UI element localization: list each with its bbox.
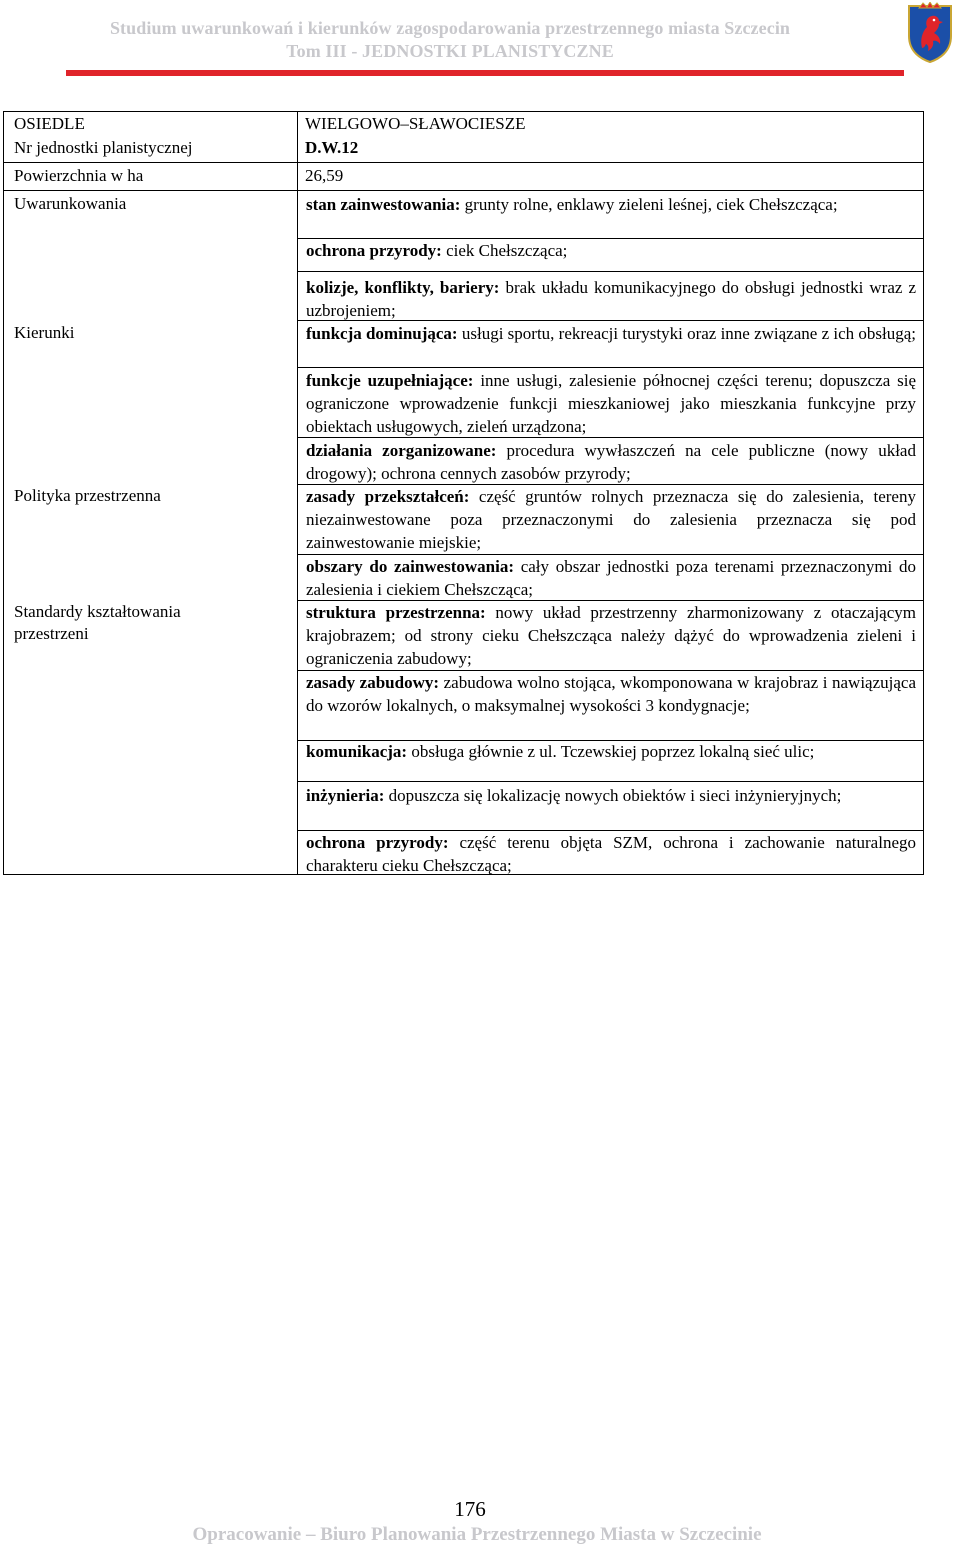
- osiedle-label: OSIEDLE: [14, 114, 85, 133]
- unit-table: [3, 111, 924, 875]
- entry-text: funkcja dominująca: usługi sportu, rekreacji turystyki oraz inne związane z ich obsługą;: [306, 324, 916, 343]
- entry-text: obszary do zainwestowania: cały obszar jednostki poza terenami przeznaczonymi do zalesienia i ciekiem Chełszcząca;: [306, 557, 916, 599]
- entry-text: działania zorganizowane: procedura wywłaszczeń na cele publiczne (nowy układ drogowy); ochrona cennych zasobów przyrody;: [306, 441, 916, 483]
- area-label: Powierzchnia w ha: [14, 166, 144, 185]
- header-rule: [66, 70, 904, 76]
- entry-text: kolizje, konflikty, bariery: brak układu komunikacyjnego do obsługi jednostki wraz z uzbrojeniem;: [306, 278, 917, 320]
- page-footer: Opracowanie – Biuro Planowania Przestrzennego Miasta w Szczecinie: [192, 1524, 762, 1545]
- standardy-label: Standardy kształtowania przestrzeni: [14, 602, 181, 643]
- header-subtitle: Tom III - JEDNOSTKI PLANISTYCZNE: [286, 41, 614, 61]
- entry-text: zasady zabudowy: zabudowa wolno stojąca, wkomponowana w krajobraz i nawiązująca do wzorów lokalnych, o maksymalnej wysokości 3 kondygnacje;: [306, 673, 917, 715]
- entry-text: zasady przekształceń: część gruntów rolnych przeznacza się do zalesienia, tereny niezainwestowane poza przeznaczonymi do zalesienia przeznacza się pod zainwestowanie miejskie;: [306, 487, 916, 552]
- uwarunkowania-label: Uwarunkowania: [14, 194, 127, 213]
- entry-text: ochrona przyrody: część terenu objęta SZM, ochrona i zachowanie naturalnego charakteru cieku Chełszcząca;: [306, 833, 916, 875]
- row-divider: [4, 162, 923, 163]
- osiedle-value: WIELGOWO–SŁAWOCIESZE: [305, 114, 526, 133]
- kierunki-label: Kierunki: [14, 323, 75, 342]
- header-title: Studium uwarunkowań i kierunków zagospodarowania przestrzennego miasta Szczecin: [109, 18, 791, 38]
- nr-value: D.W.12: [305, 138, 359, 157]
- entry-text: ochrona przyrody: ciek Chełszcząca;: [306, 241, 568, 260]
- entry-text: komunikacja: obsługa głównie z ul. Tczewskiej poprzez lokalną sieć ulic;: [306, 742, 815, 761]
- entry-text: stan zainwestowania: grunty rolne, enklawy zieleni leśnej, ciek Chełszcząca;: [306, 195, 838, 214]
- nr-label: Nr jednostki planistycznej: [14, 138, 193, 157]
- polityka-label: Polityka przestrzenna: [14, 486, 161, 505]
- area-value: 26,59: [305, 166, 344, 185]
- griffin-crest-icon: [905, 2, 955, 64]
- page-header: [0, 0, 960, 80]
- entry-text: struktura przestrzenna: nowy układ przestrzenny zharmonizowany z otaczającym krajobrazem; od strony cieku Chełszcząca należy dążyć do wprowadzenia zieleni i ograniczenia zabudowy;: [306, 603, 916, 668]
- page-number: 176: [454, 1497, 486, 1521]
- entry-text: inżynieria: dopuszcza się lokalizację nowych obiektów i sieci inżynieryjnych;: [306, 786, 842, 805]
- entry-text: funkcje uzupełniające: inne usługi, zalesienie północnej części terenu; dopuszcza się ograniczone wprowadzenie funkcji mieszkaniowej jako mieszkania funkcyjne przy obiektach usługowych, zieleń urządzona;: [306, 371, 917, 436]
